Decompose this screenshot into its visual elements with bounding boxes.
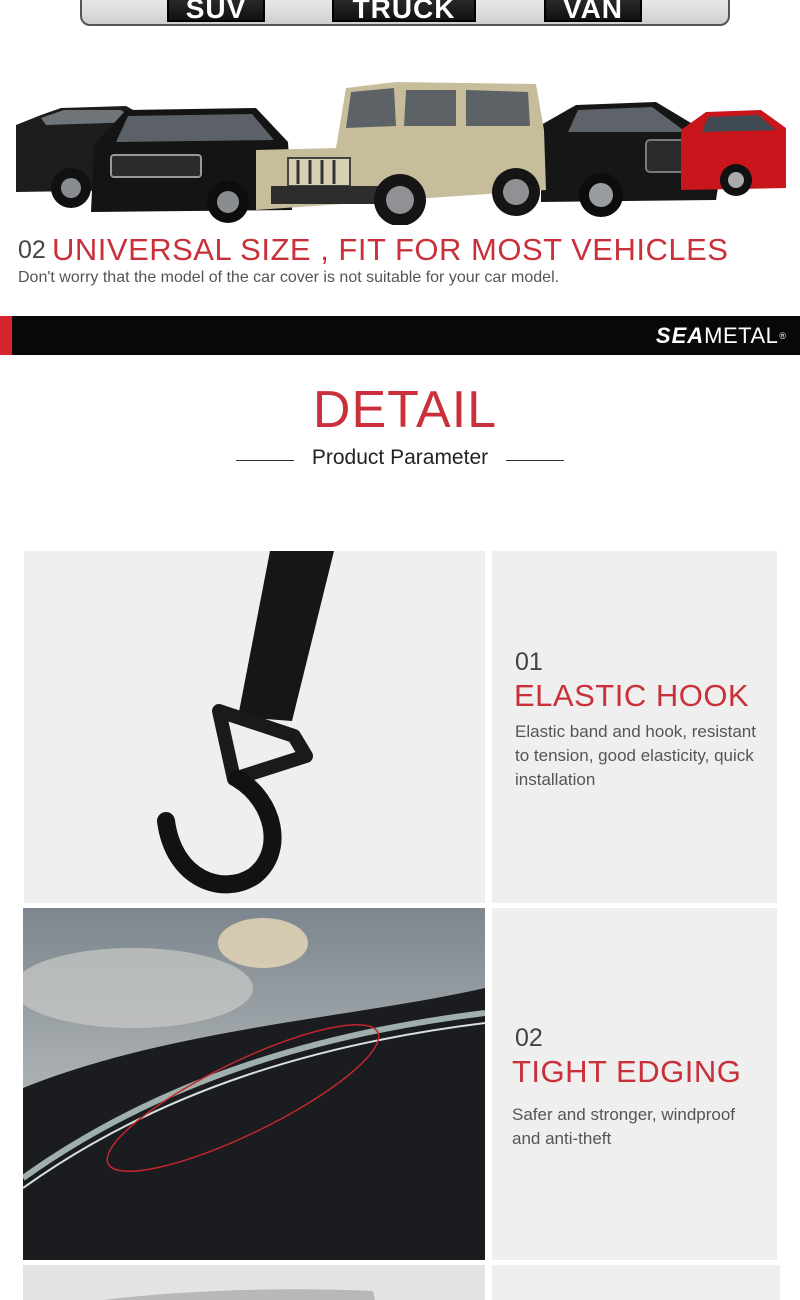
section-title: UNIVERSAL SIZE , FIT FOR MOST VEHICLES [52,232,729,267]
brand-logo [656,318,786,354]
divider-right [506,460,564,461]
brand-band-accent [0,316,12,355]
registered-mark: ® [779,331,786,341]
section-subtitle: Don't worry that the model of the car cover is not suitable for your car model. [18,269,560,286]
feature-number: 02 [515,1024,543,1052]
detail-subtitle: Product Parameter [311,446,489,469]
feature-title: TIGHT EDGING [512,1054,742,1089]
brand-part1: SEA [655,323,705,348]
feature-title: ELASTIC HOOK [514,678,750,713]
next-feature-image [23,1265,485,1300]
detail-title: DETAIL [312,381,498,439]
brand-part2: METAL [704,323,779,348]
category-truck: TRUCK [332,0,476,22]
vehicles-hero-image [16,70,786,225]
category-van: VAN [544,0,642,22]
beige-jeep [256,82,546,225]
feature-description: Elastic band and hook, resistant to tension, good elasticity, quick installation [515,722,756,789]
section-number: 02 [18,236,46,264]
feature-description: Safer and stronger, windproof and anti-theft [512,1105,736,1148]
feature-number: 01 [515,648,543,676]
tight-edging-image [23,908,485,1260]
elastic-hook-image [24,551,485,903]
next-feature-panel [492,1265,780,1300]
category-suv: SUV [167,0,265,22]
red-car [681,110,786,196]
